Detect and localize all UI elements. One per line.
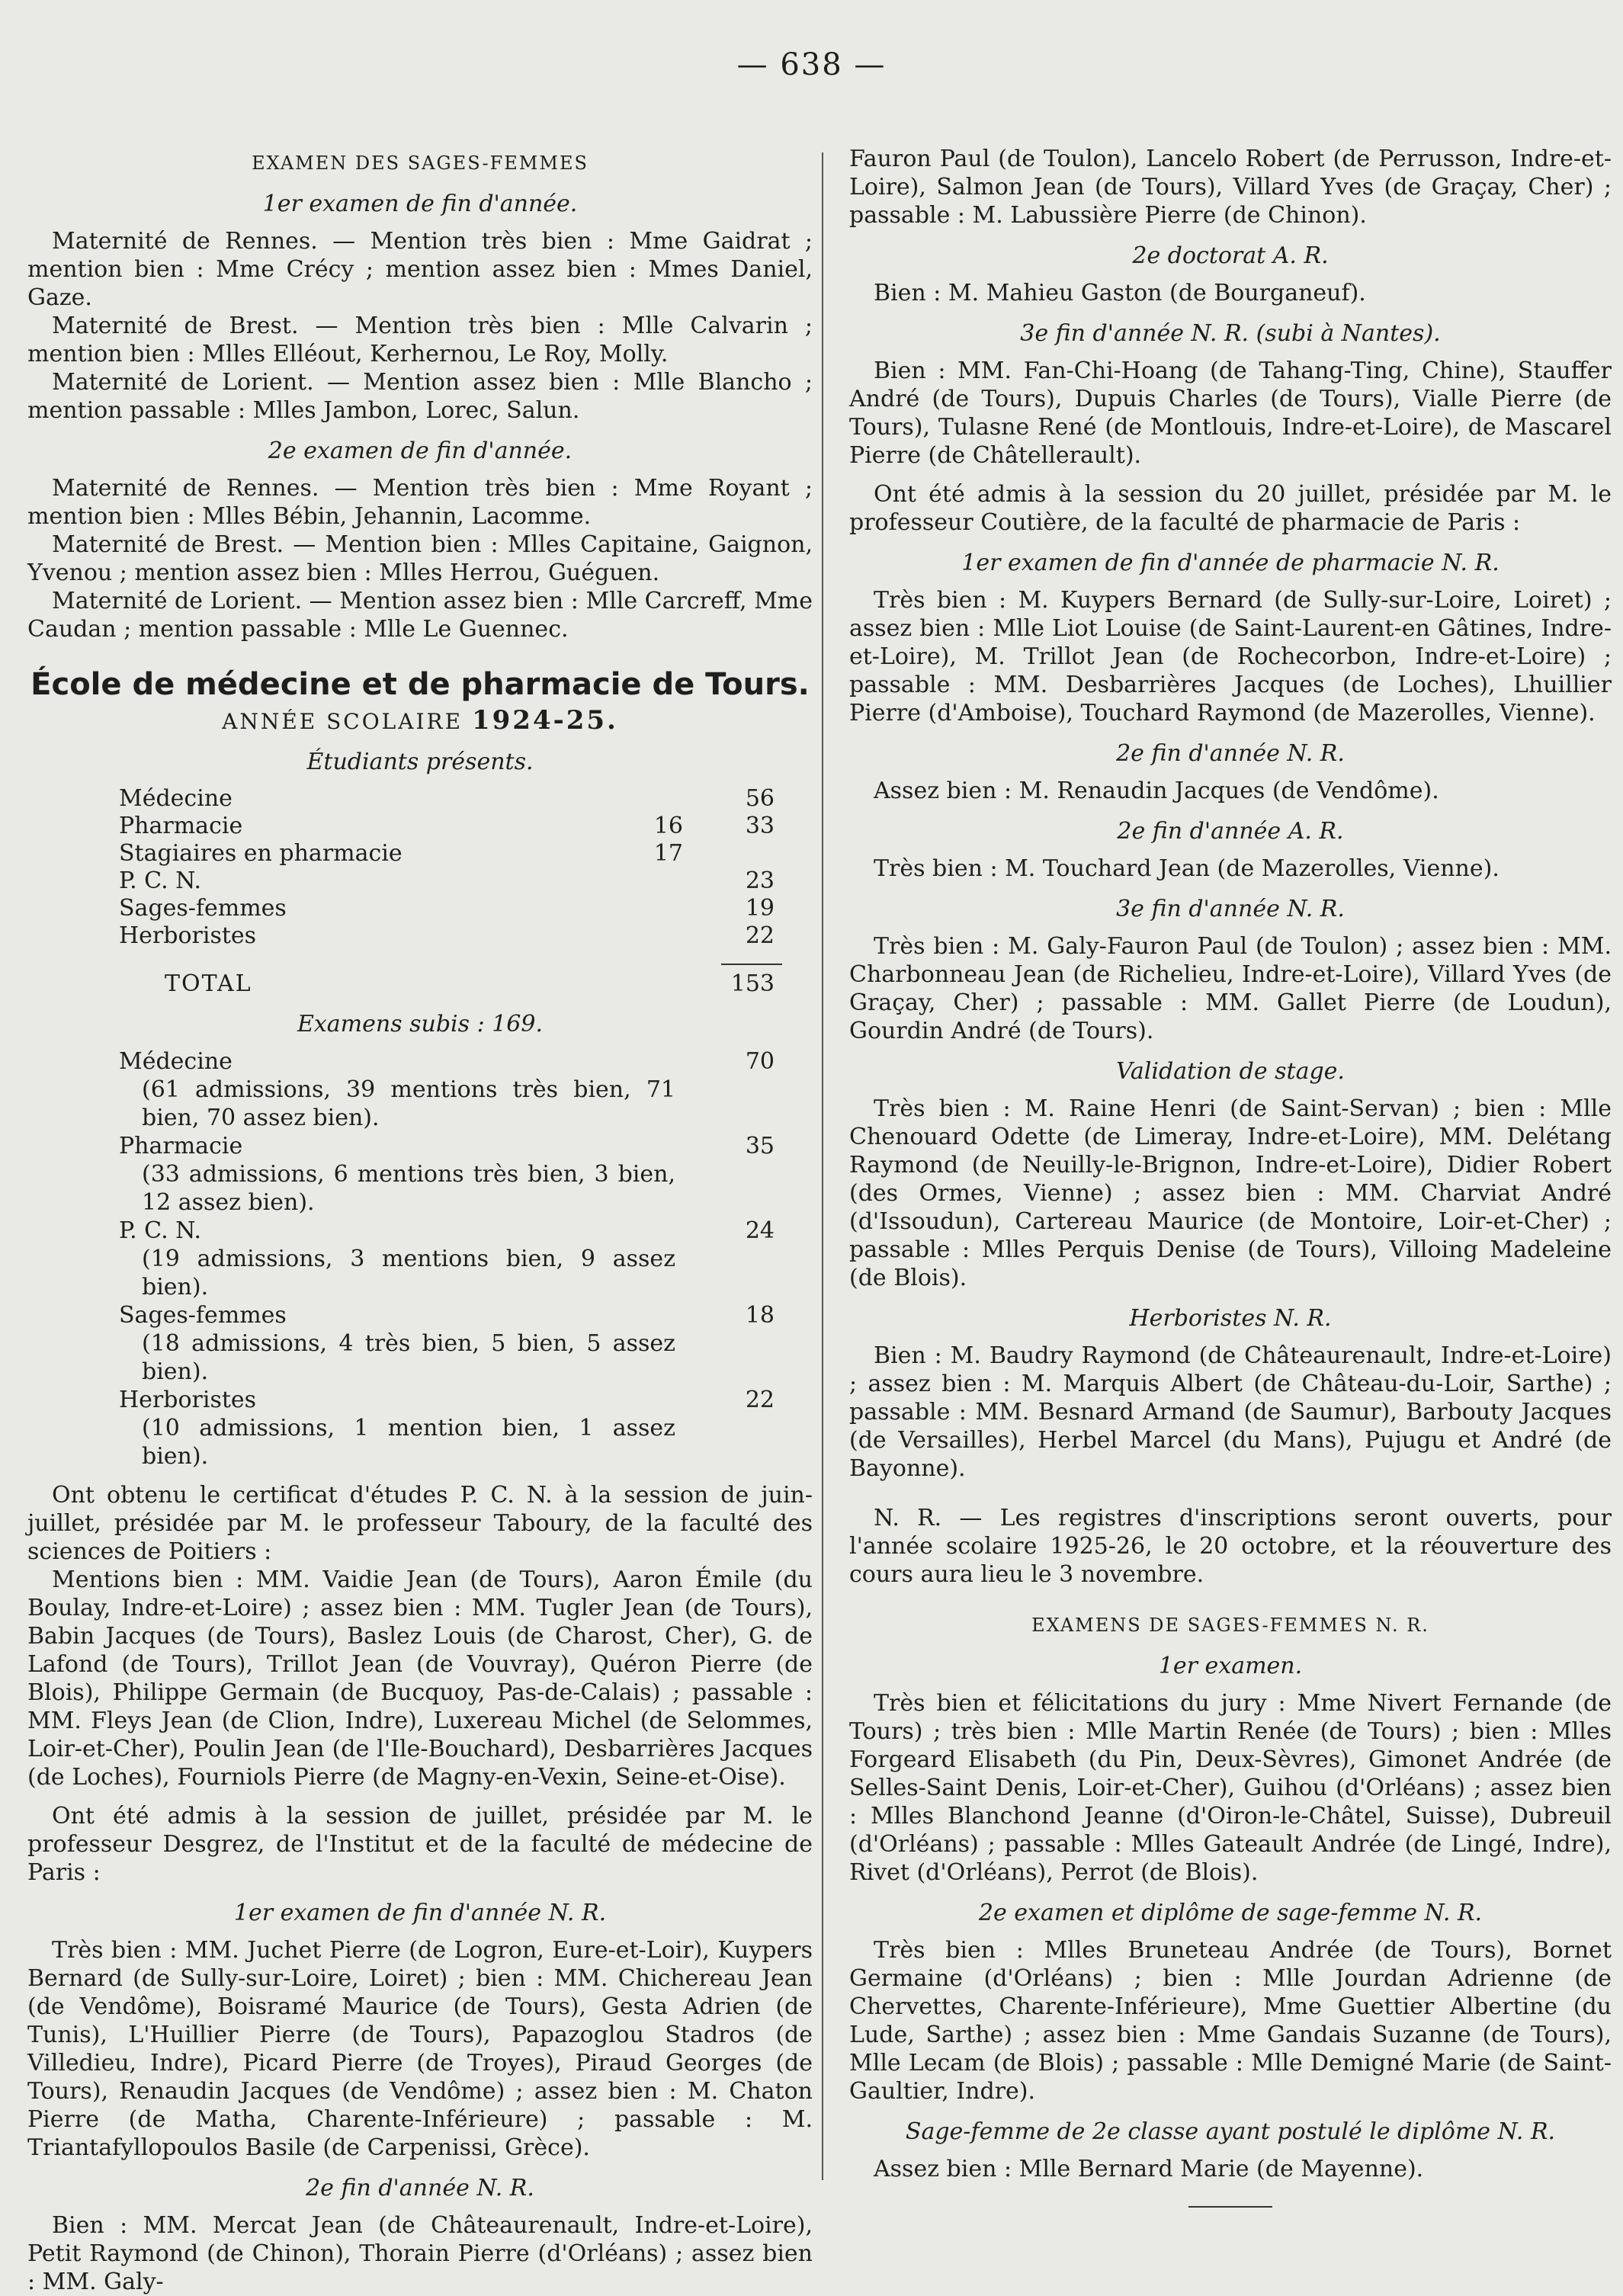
paragraph: Ont été admis à la session de juillet, présidée par M. le professeur Desgrez, de l'Institut et de la faculté de médecine de Paris :: [27, 1803, 813, 1886]
sub-heading: 2e examen de fin d'année.: [268, 438, 573, 464]
sub-heading: Validation de stage.: [1116, 1058, 1345, 1085]
sub-heading: 1er examen.: [1158, 1653, 1303, 1679]
paragraph: Maternité de Lorient. — Mention assez bien : Mlle Carcreff, Mme Caudan ; mention passable : Mlle Le Guennec.: [27, 588, 813, 643]
end-rule: [1188, 2206, 1272, 2208]
school-title: École de médecine et de pharmacie de Tours.: [30, 667, 810, 702]
sub-heading: 3e fin d'année N. R. (subi à Nantes).: [1020, 320, 1441, 347]
total-row: [119, 970, 775, 998]
paragraph: Assez bien : M. Renaudin Jacques (de Vendôme).: [874, 778, 1439, 804]
student-count: 16: [653, 813, 683, 839]
sub-heading: 2e examen et diplôme de sage-femme N. R.: [978, 1900, 1483, 1926]
student-category: Stagiaires en pharmacie: [119, 840, 403, 867]
student-row: [119, 895, 775, 922]
exam-detail: (18 admissions, 4 très bien, 5 bien, 5 assez bien).: [142, 1330, 675, 1385]
exam-category: P. C. N.: [119, 1217, 202, 1244]
exam-detail: (19 admissions, 3 mentions bien, 9 assez bien).: [142, 1246, 675, 1300]
exam-detail: (61 admissions, 39 mentions très bien, 71 bien, 70 assez bien).: [142, 1076, 675, 1131]
column-divider: [822, 152, 823, 2180]
student-count: 19: [745, 895, 775, 922]
paragraph: Bien : MM. Mercat Jean (de Châteaurenault, Indre-et-Loire), Petit Raymond (de Chinon), Thorain Pierre (d'Orléans) ; assez bien : MM. Galy-: [27, 2212, 813, 2295]
exam-row: [119, 1217, 775, 1245]
student-category: Médecine: [119, 785, 233, 812]
paragraph: Maternité de Brest. — Mention bien : Mlles Capitaine, Gaignon, Yvenou ; mention assez bien : Mlles Herrou, Guéguen.: [27, 531, 813, 586]
right-column: [849, 145, 1612, 2208]
student-count: 23: [745, 867, 775, 894]
paragraph: Très bien : M. Touchard Jean (de Mazerolles, Vienne).: [874, 855, 1500, 882]
exams-list: [27, 1047, 813, 1470]
paragraph: N. R. — Les registres d'inscriptions seront ouverts, pour l'année scolaire 1925-26, le 20 octobre, et la réouverture des cours aura lieu le 3 novembre.: [849, 1505, 1612, 1588]
paragraph: Mentions bien : MM. Vaidie Jean (de Tours), Aaron Émile (du Boulay, Indre-et-Loire) ; assez bien : MM. Tugler Jean (de Tours), Babin Jacques (de Tours), Baslez Louis (de Charost, Cher), G. de Lafond (de Tours), Trillot Jean (de Vouvray), Quéron Pierre (de Blois), Philippe Germain (de Bucquoy, Pas-de-Calais) ; passable : MM. Fleys Jean (de Clion, Indre), Luxereau Michel (de Selommes, Loir-et-Cher), Poulin Jean (de l'Ile-Bouchard), Desbarrières Jacques (de Loches), Fourniols Pierre (de Magny-en-Vexin, Seine-et-Oise).: [27, 1566, 813, 1791]
sub-heading: 2e fin d'année N. R.: [1116, 740, 1345, 767]
paragraph: Fauron Paul (de Toulon), Lancelo Robert (de Perrusson, Indre-et-Loire), Salmon Jean (de Tours), Villard Yves (de Graçay, Cher) ; passable : M. Labussière Pierre (de Chinon).: [849, 146, 1612, 229]
exam-row: [119, 1386, 775, 1414]
student-count: [683, 840, 775, 867]
students-heading: Étudiants présents.: [306, 749, 534, 775]
paragraph: Bien : M. Baudry Raymond (de Châteaurenault, Indre-et-Loire) ; assez bien : M. Marquis Albert (de Château-du-Loir, Sarthe) ; passable : MM. Besnard Armand (de Saumur), Barbouty Jacques (de Versailles), Herbel Marcel (du Mans), Pujugu et André (de Bayonne).: [849, 1342, 1612, 1482]
paragraph: Très bien : MM. Juchet Pierre (de Logron, Eure-et-Loir), Kuypers Bernard (de Sully-sur-Loire, Loiret) ; bien : MM. Chichereau Jean (de Vendôme), Boisramé Maurice (de Tours), Gesta Adrien (de Tunis), L'Huillier Pierre (de Tours), Papazoglou Stadros (de Villedieu, Indre), Picard Pierre (de Troyes), Piraud Georges (de Tours), Renaudin Jacques (de Vendôme) ; assez bien : M. Chaton Pierre (de Matha, Charente-Inférieure) ; passable : M. Triantafyllopoulos Basile (de Carpenissi, Grèce).: [27, 1937, 813, 2161]
paragraph: Maternité de Brest. — Mention très bien : Mlle Calvarin ; mention bien : Mlles Elléout, Kerhernou, Le Roy, Molly.: [27, 313, 813, 367]
paragraph: Très bien : Mlles Bruneteau Andrée (de Tours), Bornet Germaine (d'Orléans) ; bien : Mlle Jourdan Adrienne (de Chervettes, Charente-Inférieure), Mme Guettier Albertine (du Lude, Sarthe) ; assez bien : Mme Gandais Suzanne (de Tours), Mlle Lecam (de Blois) ; passable : Mlle Demigné Marie (de Saint-Gaultier, Indre).: [849, 1937, 1612, 2105]
exam-row: [119, 1301, 775, 1329]
exams-heading: Examens subis : 169.: [297, 1011, 544, 1037]
paragraph: Ont été admis à la session du 20 juillet, présidée par M. le professeur Coutière, de la faculté de pharmacie de Paris :: [849, 481, 1612, 536]
sub-heading: 1er examen de fin d'année.: [262, 191, 578, 217]
paragraph: Très bien : M. Kuypers Bernard (de Sully-sur-Loire, Loiret) ; assez bien : Mlle Liot Louise (de Saint-Laurent-en Gâtines, Indre-et-Loire), M. Trillot Jean (de Rochecorbon, Indre-et-Loire) ; passable : MM. Desbarrières Jacques (de Loches), Lhuillier Pierre (d'Amboise), Touchard Raymond (de Mazerolles, Vienne).: [849, 587, 1612, 726]
exam-row: [119, 1047, 775, 1076]
year-value: 1924-25.: [471, 705, 618, 736]
paragraph: Ont obtenu le certificat d'études P. C. N. à la session de juin-juillet, présidée par M. le professeur Taboury, de la faculté des sciences de Poitiers :: [27, 1482, 813, 1565]
sub-heading: 1er examen de fin d'année de pharmacie N. R.: [961, 550, 1500, 576]
exam-count: 35: [745, 1133, 775, 1159]
exam-category: Herboristes: [119, 1387, 257, 1413]
student-count: [637, 922, 683, 950]
exam-count: 22: [745, 1387, 775, 1413]
paragraph: Bien : M. Mahieu Gaston (de Bourganeuf).: [874, 280, 1366, 306]
paragraph: Assez bien : Mlle Bernard Marie (de Mayenne).: [874, 2156, 1424, 2182]
student-category: Pharmacie: [119, 813, 243, 839]
paragraph: Maternité de Rennes. — Mention très bien : Mme Royant ; mention bien : Mlles Bébin, Jehannin, Lacomme.: [27, 475, 813, 530]
school-year: [27, 707, 813, 736]
exam-detail: (10 admissions, 1 mention bien, 1 assez bien).: [142, 1415, 675, 1470]
exam-row: [119, 1132, 775, 1160]
exam-category: Pharmacie: [119, 1133, 243, 1159]
exam-count: 18: [745, 1302, 775, 1329]
student-count: 33: [745, 813, 775, 839]
paragraph: Maternité de Rennes. — Mention très bien : Mme Gaidrat ; mention bien : Mme Crécy ; mention assez bien : Mmes Daniel, Gaze.: [27, 228, 813, 311]
paragraph: Bien : MM. Fan-Chi-Hoang (de Tahang-Ting, Chine), Stauffer André (de Tours), Dupuis Charles (de Tours), Vialle Pierre (de Tours), Tulasne René (de Montlouis, Indre-et-Loire), de Mascarel Pierre (de Châtellerault).: [849, 358, 1612, 469]
total-rule: [721, 964, 782, 965]
student-count: [637, 785, 683, 813]
student-count: [637, 867, 683, 895]
student-category: Herboristes: [119, 922, 257, 949]
total-label: TOTAL: [165, 970, 252, 997]
sub-heading: 1er examen de fin d'année N. R.: [233, 1900, 607, 1926]
section-heading: EXAMENS DE SAGES-FEMMES N. R.: [1031, 1615, 1429, 1636]
paragraph: Maternité de Lorient. — Mention assez bien : Mlle Blancho ; mention passable : Mlles Jambon, Lorec, Salun.: [27, 369, 813, 424]
sub-heading: Sage-femme de 2e classe ayant postulé le diplôme N. R.: [905, 2118, 1556, 2145]
student-row: [119, 867, 775, 895]
student-row: [119, 922, 775, 950]
exam-category: Sages-femmes: [119, 1302, 287, 1329]
total-value: 153: [730, 970, 775, 997]
paragraph: Très bien : M. Raine Henri (de Saint-Servan) ; bien : Mlle Chenouard Odette (de Limeray, Indre-et-Loire), MM. Delétang Raymond (de Neuilly-le-Brignon, Indre-et-Loire), Didier Robert (des Ormes, Vienne) ; assez bien : MM. Charviat André (d'Issoudun), Cartereau Maurice (de Montoire, Loir-et-Cher) ; passable : Mlles Perquis Denise (de Tours), Villoing Madeleine (de Blois).: [849, 1095, 1612, 1291]
exam-count: 24: [745, 1217, 775, 1244]
paragraph: Très bien : M. Galy-Fauron Paul (de Toulon) ; assez bien : MM. Charbonneau Jean (de Richelieu, Indre-et-Loire), Villard Yves (de Graçay, Cher) ; passable : MM. Gallet Pierre (de Loudun), Gourdin André (de Tours).: [849, 933, 1612, 1044]
students-table: [119, 785, 775, 950]
exam-category: Médecine: [119, 1048, 233, 1075]
student-row: [119, 785, 775, 813]
sub-heading: 2e doctorat A. R.: [1132, 242, 1329, 269]
sub-heading: 2e fin d'année N. R.: [306, 2175, 534, 2201]
exam-detail: (33 admissions, 6 mentions très bien, 3 bien, 12 assez bien).: [142, 1161, 675, 1216]
section-heading: EXAMEN DES SAGES-FEMMES: [252, 152, 589, 174]
student-row: [119, 840, 775, 867]
paragraph: Très bien et félicitations du jury : Mme Nivert Fernande (de Tours) ; très bien : Mlle Martin Renée (de Tours) ; bien : Mlles Forgeard Elisabeth (du Pin, Deux-Sèvres), Gimonet Andrée (de Selles-Saint Denis, Loir-et-Cher), Guihou (d'Orléans) ; assez bien : Mlles Blanchond Jeanne (d'Oiron-le-Châtel, Suisse), Dubreuil (d'Orléans) ; passable : Mlles Gateault Andrée (de Lingé, Indre), Rivet (d'Orléans), Perrot (de Blois).: [849, 1690, 1612, 1886]
student-row: [119, 813, 775, 840]
student-category: P. C. N.: [119, 867, 202, 894]
left-column: [27, 145, 813, 2296]
exam-count: 70: [745, 1048, 775, 1075]
student-count: 22: [745, 922, 775, 949]
sub-heading: Herboristes N. R.: [1129, 1305, 1332, 1332]
student-count: [637, 895, 683, 922]
year-label: ANNÉE SCOLAIRE: [222, 709, 463, 734]
student-category: Sages-femmes: [119, 895, 287, 922]
sub-heading: 3e fin d'année N. R.: [1116, 896, 1345, 922]
page-number: — 638 —: [736, 47, 887, 82]
student-count: 56: [745, 785, 775, 812]
sub-heading: 2e fin d'année A. R.: [1117, 818, 1344, 845]
student-count: 17: [653, 840, 683, 867]
